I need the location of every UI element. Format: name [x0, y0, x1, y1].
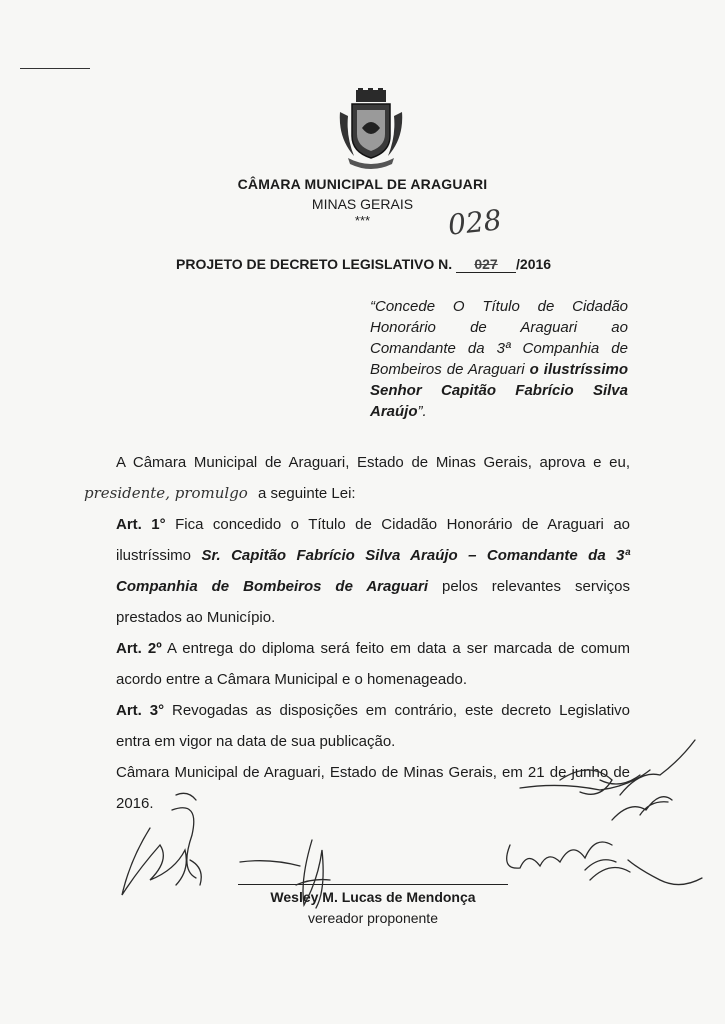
decree-title-prefix: PROJETO DE DECRETO LEGISLATIVO N. — [176, 256, 453, 272]
art2-label: Art. 2º — [116, 640, 162, 657]
handwritten-decree-number: 028 — [446, 203, 504, 242]
art3-line: entra em vigor na data de sua publicação. — [116, 733, 396, 750]
ementa-line: “Concede O Título de Cidadão — [370, 298, 628, 315]
closing-line: Câmara Municipal de Araguari, Estado de Minas Gerais, em 21 de junho de — [116, 764, 630, 781]
ementa-text: ”. — [417, 403, 427, 420]
art1-label: Art. 1° — [116, 516, 166, 533]
art3-text: Revogadas as disposições em contrário, este decreto Legislativo — [171, 702, 631, 719]
art1-text: Fica concedido o Título de Cidadão Honorário de Araguari ao — [175, 516, 631, 533]
intro-line: A Câmara Municipal de Araguari, Estado de Minas Gerais, aprova e eu, — [116, 454, 630, 471]
right-signature-scribble-2 — [520, 770, 650, 794]
struck-decree-number: 027 — [456, 256, 516, 273]
art2-line: acordo entre a Câmara Municipal e o homenageado. — [116, 671, 468, 688]
ementa-bold-text: o ilustríssimo — [529, 361, 628, 378]
art2-text: A entrega do diploma será feito em data a ser marcada de comum — [166, 640, 631, 657]
signatory-role: vereador proponente — [308, 910, 438, 926]
center-signature-scribble — [240, 840, 330, 908]
ementa-bold-text: Araújo — [370, 403, 418, 420]
right-signature-scribble — [507, 740, 702, 885]
ementa-line: Senhor Capitão Fabrício Silva — [370, 382, 628, 399]
institution-name: CÂMARA MUNICIPAL DE ARAGUARI — [237, 176, 488, 192]
left-signature-scribble — [122, 793, 201, 895]
art1-line: prestados ao Município. — [116, 609, 276, 626]
ementa-line: Comandante da 3ª Companhia de — [370, 340, 628, 357]
intro-text: a seguinte Lei: — [258, 485, 356, 502]
handwritten-promulgo: presidente, promulgo — [84, 484, 248, 502]
header-separator: *** — [354, 213, 371, 228]
art1-text: pelos relevantes serviços — [441, 578, 630, 595]
ementa-line: Honorário de Araguari ao — [370, 319, 628, 336]
state-name: MINAS GERAIS — [311, 196, 414, 212]
ementa-text: Bombeiros de Araguari — [370, 361, 525, 378]
signatory-name: Wesley M. Lucas de Mendonça — [270, 889, 476, 905]
art1-bold-text: Sr. Capitão Fabrício Silva Araújo – Comandante da 3ª — [201, 547, 630, 564]
decree-year: /2016 — [516, 256, 552, 272]
art1-bold-text: Companhia de Bombeiros de Araguari — [116, 578, 429, 595]
closing-year: 2016. — [116, 795, 154, 812]
art3-label: Art. 3° — [116, 702, 165, 719]
art1-text: ilustríssimo — [116, 547, 192, 564]
